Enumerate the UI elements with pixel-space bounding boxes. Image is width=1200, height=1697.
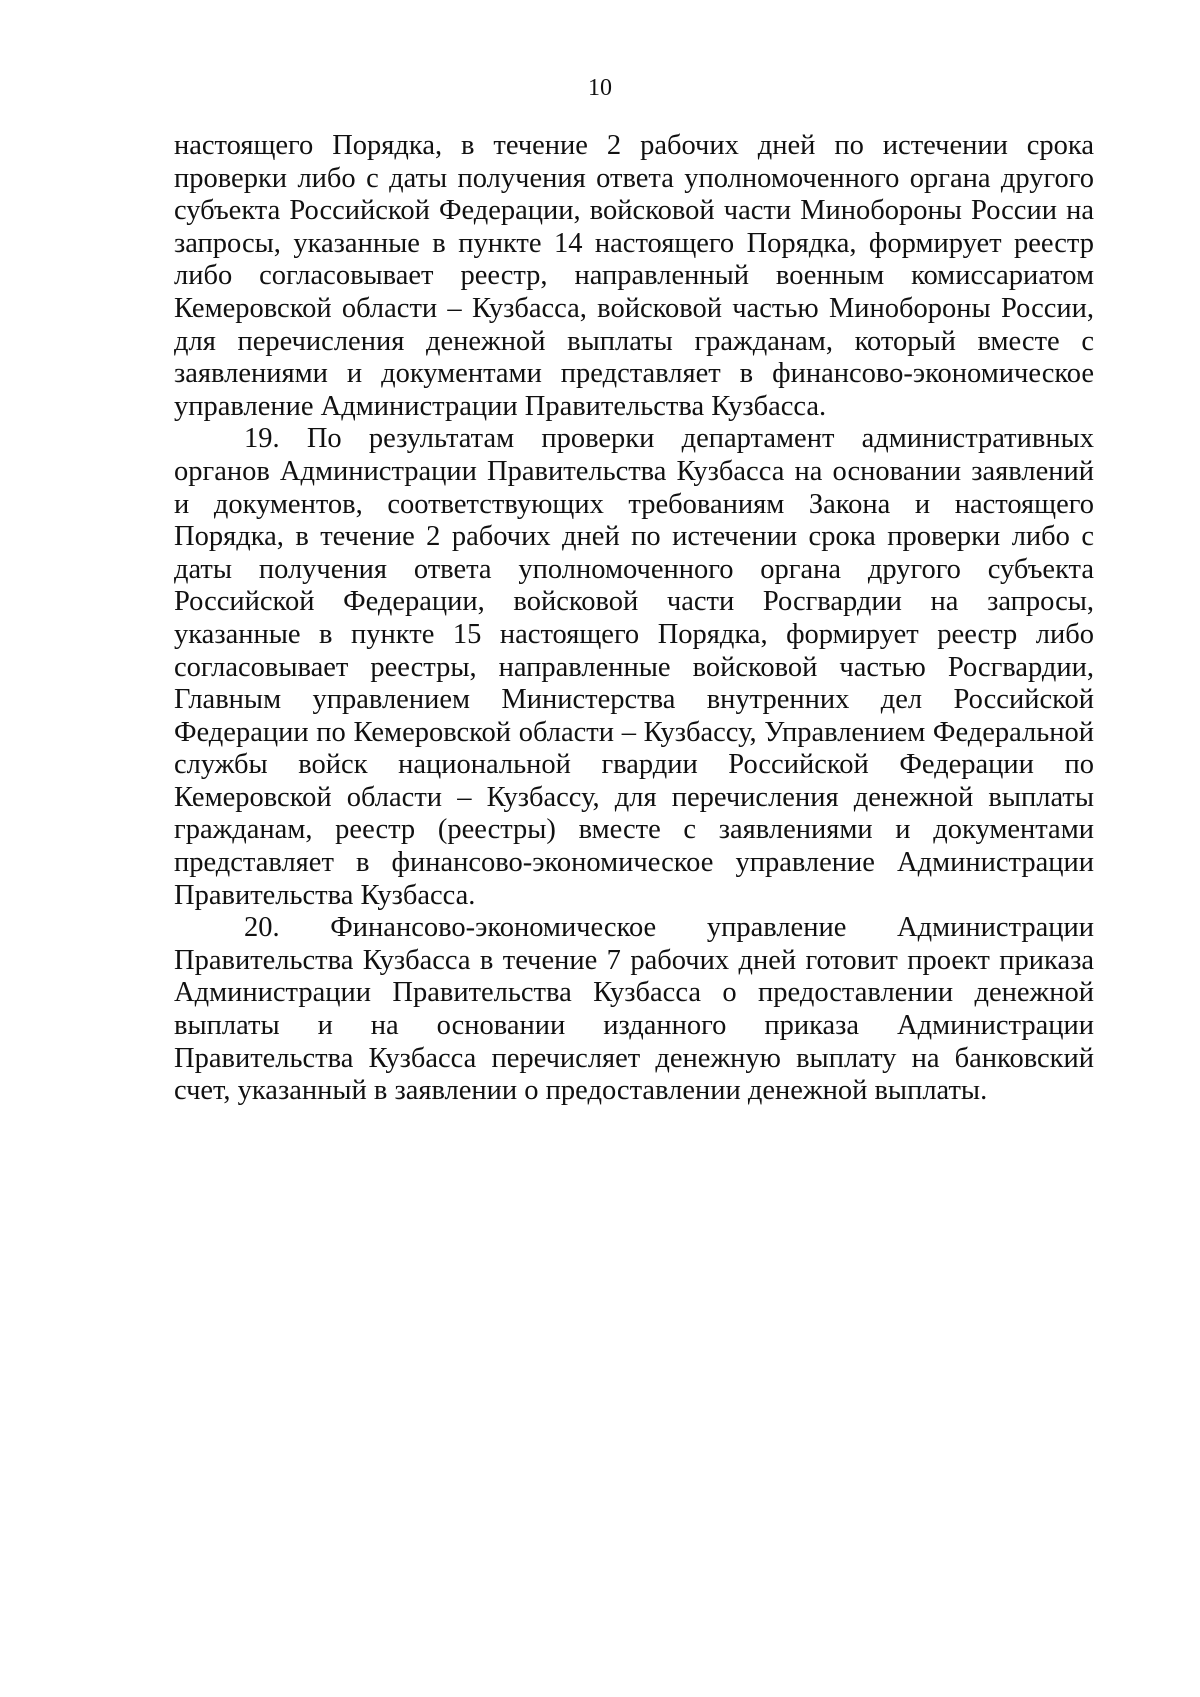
page-number: 10 xyxy=(588,75,612,101)
document-body xyxy=(174,130,1094,1108)
paragraph-item-20: 20. Финансово-экономическое управление Администрации Правительства Кузбасса в течение 7 рабочих дней готовит проект приказа Администрации Правительства Кузбасса о предоставлении денежной выплаты и на основании изданного приказа Администрации Правительства Кузбасса перечисляет денежную выплату на банковский счет, указанный в заявлении о предоставлении денежной выплаты. xyxy=(174,912,1094,1107)
paragraph-continuation: настоящего Порядка, в течение 2 рабочих дней по истечении срока проверки либо с даты получения ответа уполномоченного органа другого субъекта Российской Федерации, войсковой части Минобороны России на запросы, указанные в пункте 14 настоящего Порядка, формирует реестр либо согласовывает реестр, направленный военным комиссариатом Кемеровской области – Кузбасса, войсковой частью Минобороны России, для перечисления денежной выплаты гражданам, который вместе с заявлениями и документами представляет в финансово-экономическое управление Администрации Правительства Кузбасса. xyxy=(174,130,1094,422)
paragraph-item-19: 19. По результатам проверки департамент административных органов Администрации Правительства Кузбасса на основании заявлений и документов, соответствующих требованиям Закона и настоящего Порядка, в течение 2 рабочих дней по истечении срока проверки либо с даты получения ответа уполномоченного органа другого субъекта Российской Федерации, войсковой части Росгвардии на запросы, указанные в пункте 15 настоящего Порядка, формирует реестр либо согласовывает реестры, направленные войсковой частью Росгвардии, Главным управлением Министерства внутренних дел Российской Федерации по Кемеровской области – Кузбассу, Управлением Федеральной службы войск национальной гвардии Российской Федерации по Кемеровской области – Кузбассу, для перечисления денежной выплаты гражданам, реестр (реестры) вместе с заявлениями и документами представляет в финансово-экономическое управление Администрации Правительства Кузбасса. xyxy=(174,423,1094,911)
